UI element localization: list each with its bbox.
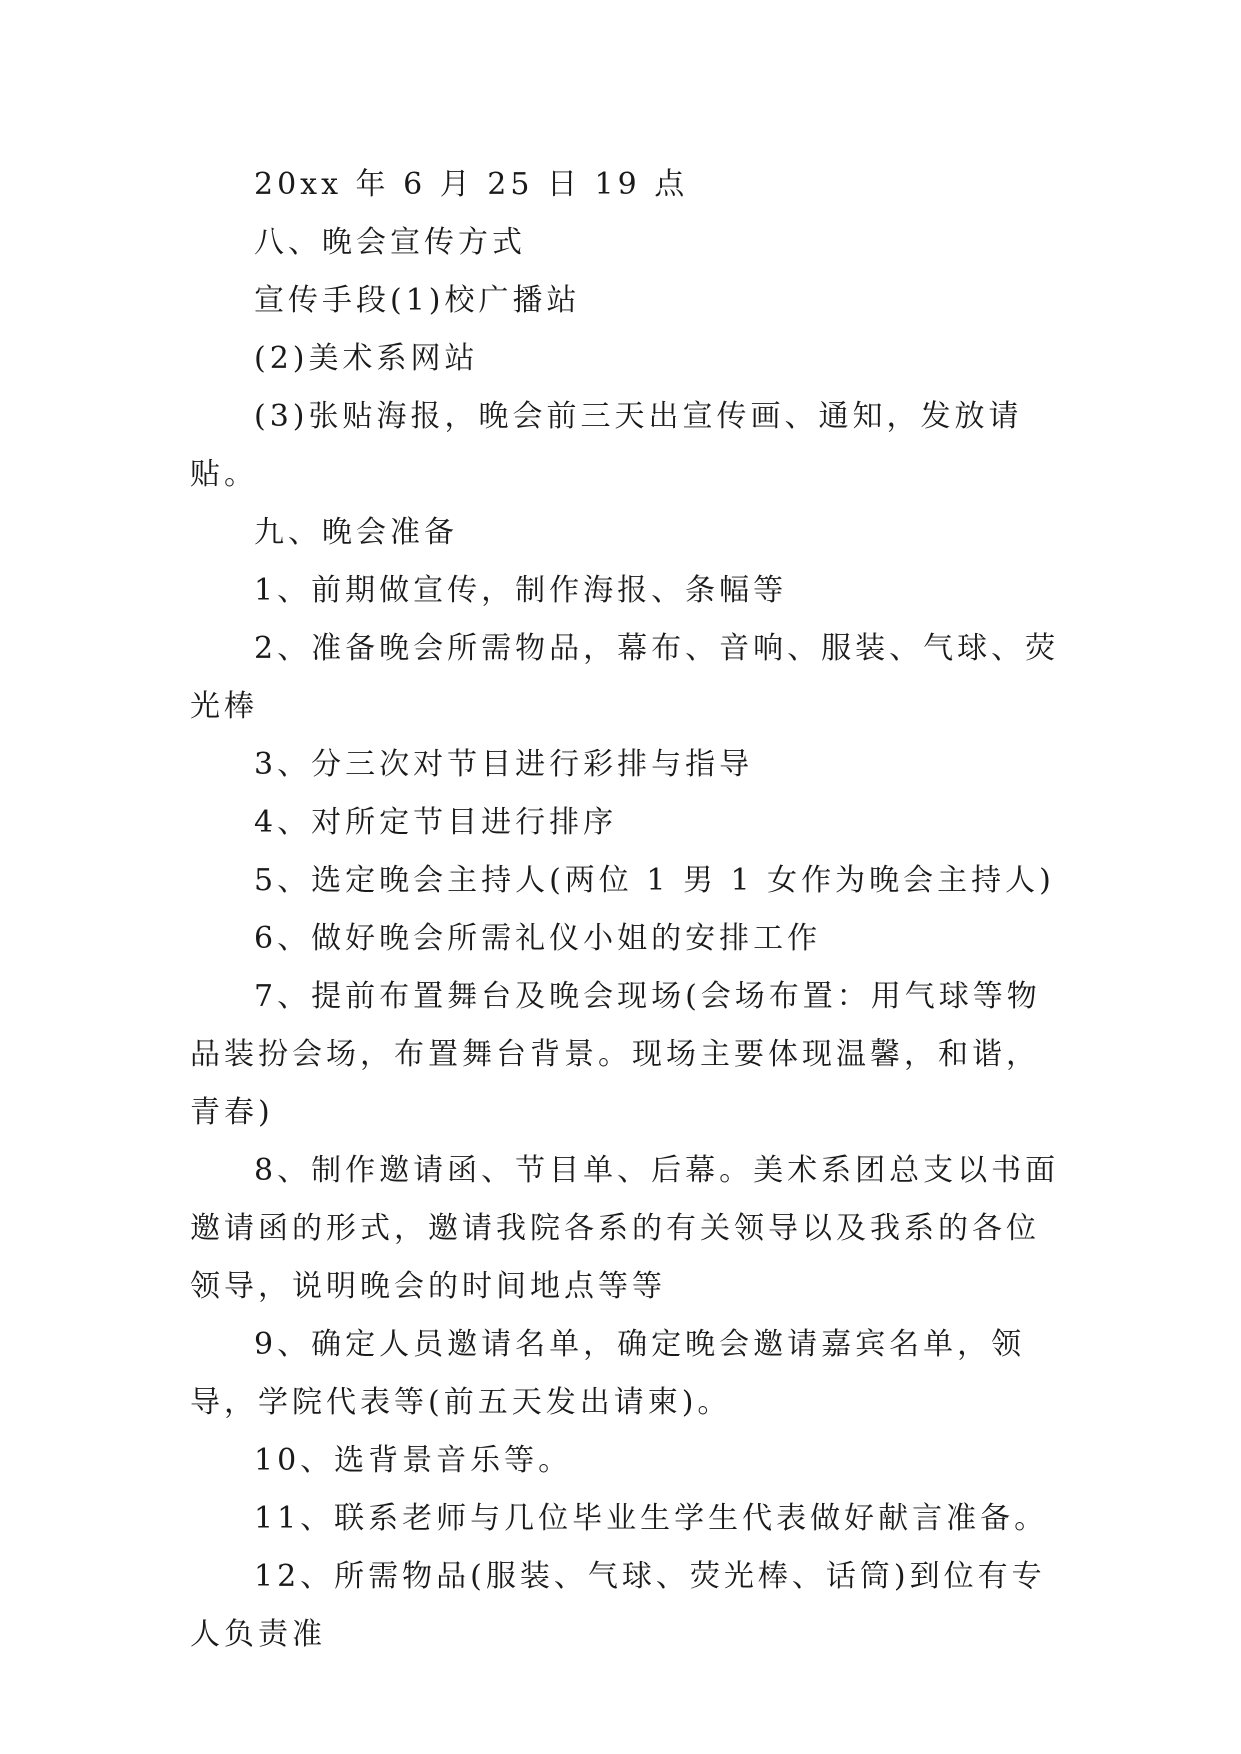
- publicity-item-3: (3)张贴海报，晚会前三天出宣传画、通知，发放请贴。: [190, 399, 1023, 492]
- preparation-item-12: 12、所需物品(服装、气球、荧光棒、话筒)到位有专人负责准: [190, 1559, 1046, 1652]
- preparation-item-4: 4、对所定节目进行排序: [254, 805, 618, 840]
- date-line: 20xx 年 6 月 25 日 19 点: [254, 167, 689, 202]
- preparation-item-10: 10、选背景音乐等。: [254, 1443, 573, 1478]
- preparation-item-6: 6、做好晚会所需礼仪小姐的安排工作: [254, 921, 822, 956]
- section-heading-preparation: 九、晚会准备: [254, 515, 458, 550]
- preparation-item-1: 1、前期做宣传，制作海报、条幅等: [254, 573, 788, 608]
- publicity-item-2: (2)美术系网站: [254, 341, 479, 376]
- preparation-item-5: 5、选定晚会主持人(两位 1 男 1 女作为晚会主持人): [254, 863, 1055, 898]
- preparation-item-7: 7、提前布置舞台及晚会现场(会场布置：用气球等物品装扮会场，布置舞台背景。现场主要体现温馨，和谐，青春): [190, 979, 1041, 1130]
- preparation-item-8: 8、制作邀请函、节目单、后幕。美术系团总支以书面邀请函的形式，邀请我院各系的有关领导以及我系的各位领导，说明晚会的时间地点等等: [190, 1153, 1060, 1304]
- section-heading-publicity: 八、晚会宣传方式: [254, 225, 526, 260]
- document-body: [190, 156, 1070, 1664]
- preparation-item-11: 11、联系老师与几位毕业生学生代表做好献言准备。: [254, 1501, 1049, 1536]
- preparation-item-9: 9、确定人员邀请名单，确定晚会邀请嘉宾名单，领导，学院代表等(前五天发出请柬)。: [190, 1327, 1026, 1420]
- preparation-item-3: 3、分三次对节目进行彩排与指导: [254, 747, 754, 782]
- preparation-item-2: 2、准备晚会所需物品，幕布、音响、服装、气球、荧光棒: [190, 631, 1060, 724]
- publicity-item-1: 宣传手段(1)校广播站: [254, 283, 581, 318]
